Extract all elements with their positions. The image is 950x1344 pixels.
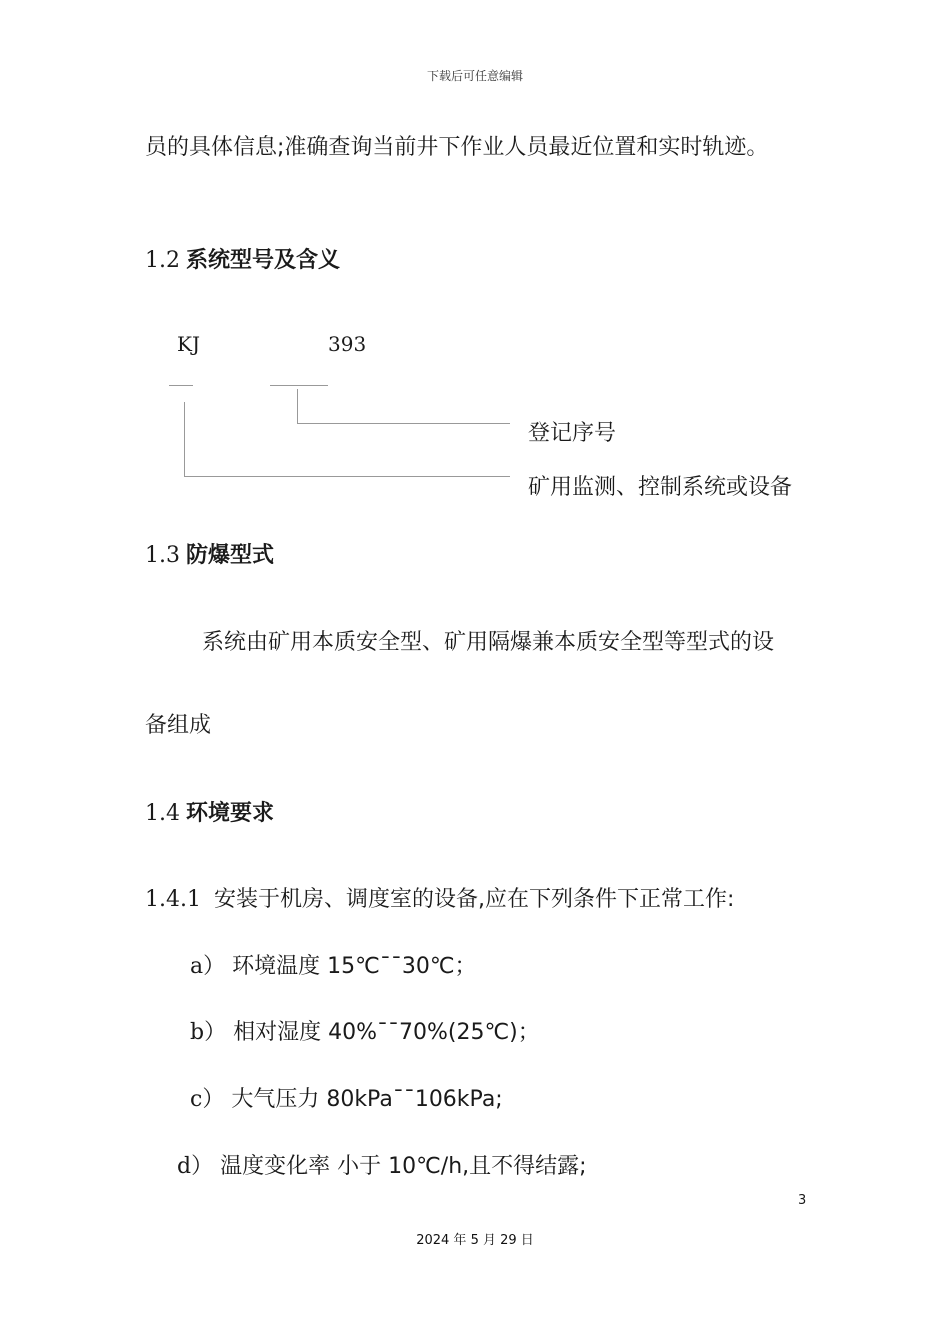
subsection-1-4-1 bbox=[145, 882, 734, 913]
section-1-3-paragraph-line1: 系统由矿用本质安全型、矿用隔爆兼本质安全型等型式的设 bbox=[202, 630, 775, 655]
item-text: 相对湿度 40%¯¯70%(25℃)； bbox=[233, 1020, 540, 1045]
section-1-2-heading bbox=[145, 243, 340, 274]
section-1-3-heading bbox=[145, 538, 274, 569]
prefix-underline bbox=[169, 385, 193, 386]
section-1-4-heading bbox=[145, 796, 274, 827]
section-1-3-paragraph-line2: 备组成 bbox=[145, 713, 212, 738]
section-title: 系统型号及含义 bbox=[186, 248, 341, 273]
label-registration-number: 登记序号 bbox=[528, 421, 617, 446]
number-connector-horizontal bbox=[297, 423, 510, 424]
prefix-connector-vertical bbox=[184, 402, 185, 476]
prefix-connector-horizontal bbox=[184, 476, 510, 477]
list-item bbox=[190, 1015, 540, 1046]
section-number: 1.3 bbox=[145, 543, 180, 568]
item-text: 环境温度 15℃¯¯30℃； bbox=[232, 954, 477, 979]
label-system-type: 矿用监测、控制系统或设备 bbox=[528, 475, 793, 500]
section-number: 1.2 bbox=[145, 248, 180, 273]
item-marker: a） bbox=[190, 954, 226, 979]
subsection-text: 安装于机房、调度室的设备,应在下列条件下正常工作: bbox=[213, 887, 735, 912]
intro-paragraph: 员的具体信息;准确查询当前井下作业人员最近位置和实时轨迹。 bbox=[145, 135, 769, 160]
list-item bbox=[190, 1082, 503, 1113]
page-header: 下载后可任意编辑 bbox=[426, 69, 523, 83]
section-number: 1.4 bbox=[145, 801, 180, 826]
item-marker: d） bbox=[177, 1154, 214, 1179]
list-item bbox=[177, 1149, 587, 1180]
number-underline bbox=[270, 385, 328, 386]
section-title: 防爆型式 bbox=[186, 543, 275, 568]
item-text: 大气压力 80kPa¯¯106kPa; bbox=[231, 1087, 503, 1112]
section-title: 环境要求 bbox=[186, 801, 275, 826]
footer-date: 2024 年 5 月 29 日 bbox=[416, 1233, 534, 1248]
list-item bbox=[190, 949, 477, 980]
number-connector-vertical bbox=[297, 389, 298, 423]
subsection-number: 1.4.1 bbox=[145, 887, 201, 912]
page-number: 3 bbox=[798, 1193, 807, 1208]
code-prefix: KJ bbox=[177, 332, 200, 356]
item-marker: b） bbox=[190, 1020, 227, 1045]
code-number: 393 bbox=[328, 332, 367, 356]
item-marker: c） bbox=[190, 1087, 225, 1112]
item-text: 温度变化率 小于 10℃/h,且不得结露; bbox=[220, 1154, 587, 1179]
